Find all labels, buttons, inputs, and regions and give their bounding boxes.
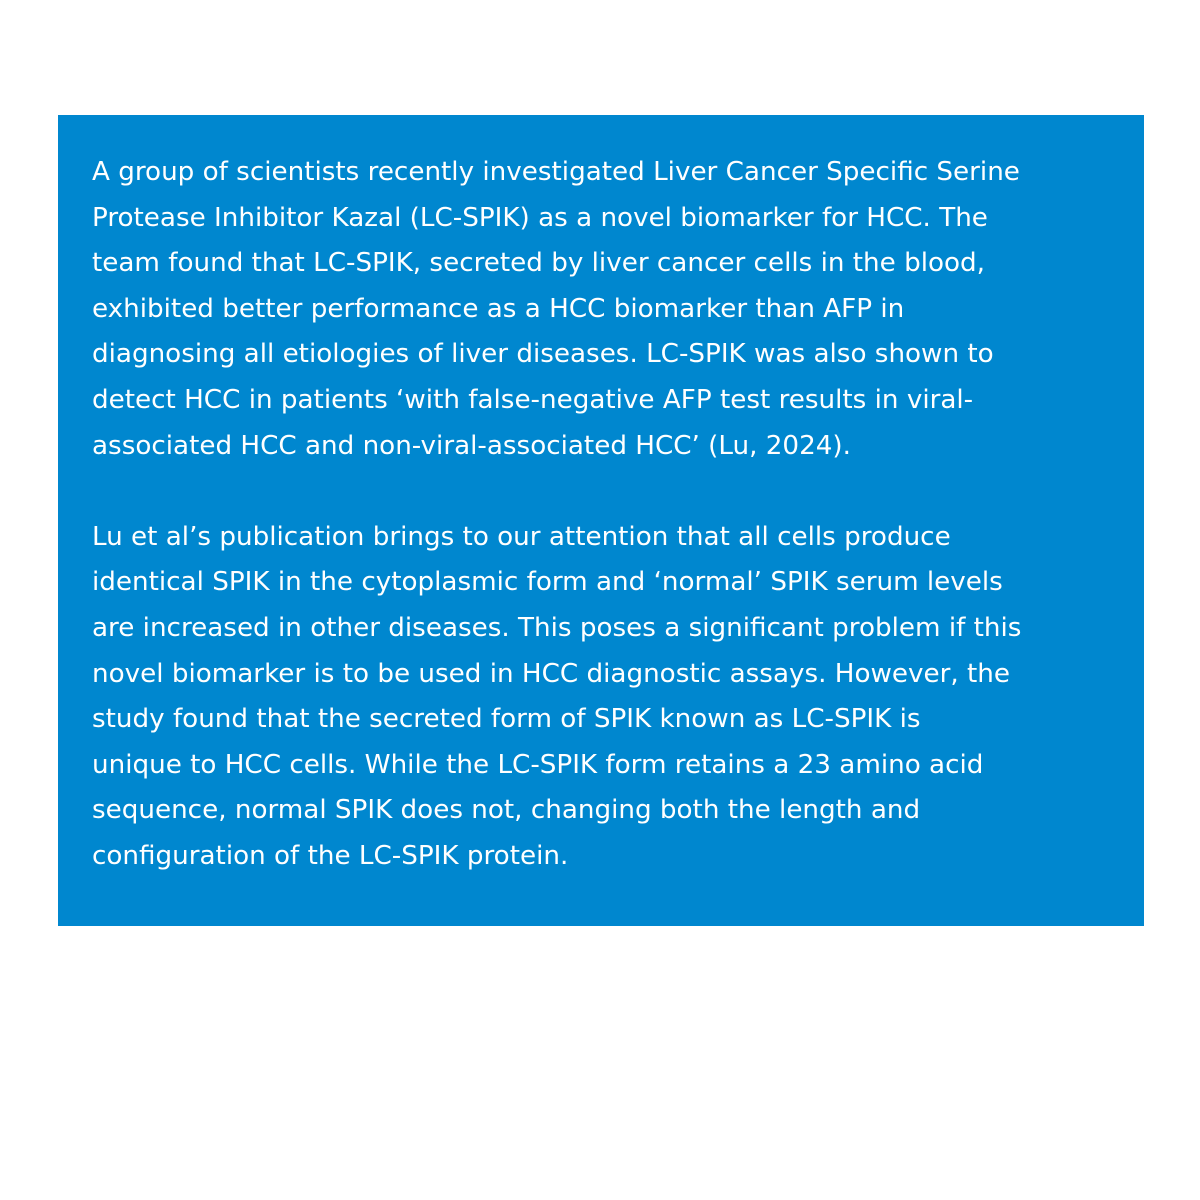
paragraph-2 [92, 515, 1114, 880]
text-line: Lu et al’s publication brings to our attention that all cells produce [92, 521, 951, 552]
text-line: identical SPIK in the cytoplasmic form and ‘normal’ SPIK serum levels [92, 567, 1003, 598]
text-line: unique to HCC cells. While the LC-SPIK form retains a 23 amino acid [92, 749, 984, 780]
text-panel [58, 115, 1144, 926]
text-line: team found that LC-SPIK, secreted by liver cancer cells in the blood, [92, 248, 985, 279]
text-line: exhibited better performance as a HCC biomarker than AFP in [92, 293, 905, 324]
text-line: associated HCC and non-viral-associated HCC’ (Lu, 2024). [92, 430, 851, 461]
text-line: are increased in other diseases. This poses a significant problem if this [92, 612, 1022, 643]
text-line: configuration of the LC-SPIK protein. [92, 840, 569, 871]
text-line: diagnosing all etiologies of liver diseases. LC-SPIK was also shown to [92, 339, 994, 370]
text-line: detect HCC in patients ‘with false-negative AFP test results in viral- [92, 384, 974, 415]
text-line: A group of scientists recently investigated Liver Cancer Specific Serine [92, 157, 1020, 187]
text-line: novel biomarker is to be used in HCC diagnostic assays. However, the [92, 658, 1011, 689]
text-line: Protease Inhibitor Kazal (LC-SPIK) as a novel biomarker for HCC. The [92, 202, 988, 233]
paragraph-1 [92, 150, 1114, 469]
text-line: sequence, normal SPIK does not, changing both the length and [92, 795, 921, 826]
text-line: study found that the secreted form of SPIK known as LC-SPIK is [92, 704, 921, 735]
